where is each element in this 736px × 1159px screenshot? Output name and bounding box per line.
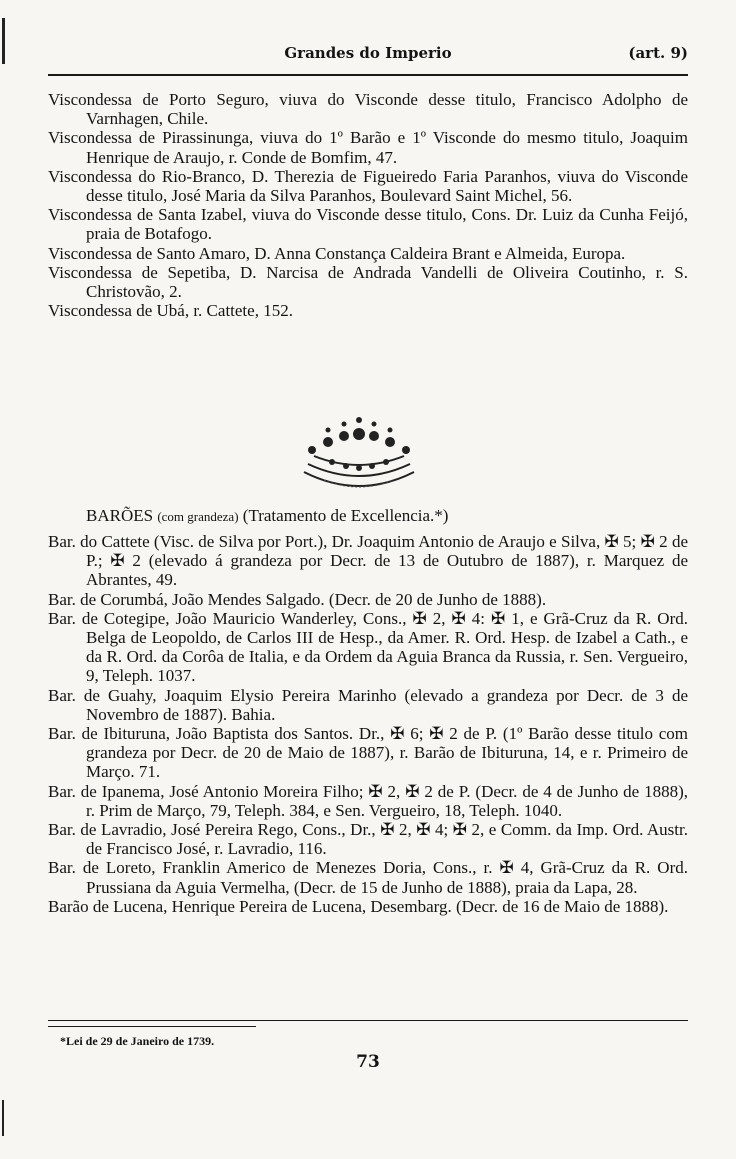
section-heading xyxy=(86,506,448,526)
list-item: Bar. de Loreto, Franklin Americo de Menezes Doria, Cons., r. ✠ 4, Grã-Cruz da R. Ord. Prussiana da Aguia Vermelha, (Decr. de 15 de Junho de 1888), praia da Lapa, 28. xyxy=(48,858,688,897)
list-item: Viscondessa de Ubá, r. Cattete, 152. xyxy=(48,301,293,321)
list-item: Bar. do Cattete (Visc. de Silva por Port.), Dr. Joaquim Antonio de Araujo e Silva, ✠ 5; ✠ 2 de P.; ✠ 2 (elevado á grandeza por Decr. de 13 de Outubro de 1887), r. Marquez de Abrantes, 49. xyxy=(48,532,688,590)
list-item: Bar. de Ibituruna, João Baptista dos Santos. Dr., ✠ 6; ✠ 2 de P. (1º Barão desse titulo com grandeza por Decr. de 20 de Maio de 1887), r. Barão de Ibituruna, 14, e r. Primeiro de Março. 71. xyxy=(48,724,688,782)
viscondessas-list xyxy=(48,90,688,320)
list-item: Viscondessa de Porto Seguro, viuva do Visconde desse titulo, Francisco Adolpho de Varnhagen, Chile. xyxy=(48,90,688,129)
list-item: Bar. de Corumbá, João Mendes Salgado. (Decr. de 20 de Junho de 1888). xyxy=(48,589,547,609)
list-item: Bar. de Ipanema, José Antonio Moreira Filho; ✠ 2, ✠ 2 de P. (Decr. de 4 de Junho de 1888), r. Prim de Março, 79, Teleph. 384, e Sen. Vergueiro, 18, Teleph. 1040. xyxy=(48,781,688,820)
header-rule xyxy=(48,74,688,76)
running-header xyxy=(48,40,688,66)
page-number: 73 xyxy=(356,1052,380,1072)
list-item: Viscondessa de Sepetiba, D. Narcisa de Andrada Vandelli de Oliveira Coutinho, r. S. Christovão, 2. xyxy=(48,262,688,302)
section-treatment: (Tratamento de Excellencia.*) xyxy=(242,506,449,525)
running-title: Grandes do Imperio xyxy=(284,44,452,62)
crown-ornament xyxy=(284,410,434,500)
list-item: Barão de Lucena, Henrique Pereira de Lucena, Desembarg. (Decr. de 16 de Maio de 1888). xyxy=(48,896,669,916)
list-item: Viscondessa de Pirassinunga, viuva do 1º Barão e 1º Visconde do mesmo titulo, Joaquim Henrique de Araujo, r. Conde de Bomfim, 47. xyxy=(48,128,688,167)
section-qualifier: (com grandeza) xyxy=(157,509,239,524)
list-item: Viscondessa do Rio-Branco, D. Therezia de Figueiredo Faria Paranhos, viuva do Visconde desse titulo, José Maria da Silva Paranhos, Boulevard Saint Michel, 56. xyxy=(48,166,688,206)
footnote-rule-short xyxy=(48,1026,256,1027)
footnote: *Lei de 29 de Janeiro de 1739. xyxy=(60,1034,215,1048)
margin-binding-mark xyxy=(2,18,5,64)
margin-binding-mark xyxy=(2,1100,4,1136)
footnote-rule xyxy=(48,1020,688,1021)
baroes-list xyxy=(48,532,688,916)
list-item: Bar. de Lavradio, José Pereira Rego, Cons., Dr., ✠ 2, ✠ 4; ✠ 2, e Comm. da Imp. Ord. Austr. de Francisco José, r. Lavradio, 116. xyxy=(48,820,688,859)
list-item: Viscondessa de Santa Izabel, viuva do Visconde desse titulo, Cons. Dr. Luiz da Cunha Feijó, praia de Botafogo. xyxy=(48,205,688,244)
list-item: Viscondessa de Santo Amaro, D. Anna Constança Caldeira Brant e Almeida, Europa. xyxy=(48,243,626,263)
list-item: Bar. de Guahy, Joaquim Elysio Pereira Marinho (elevado a grandeza por Decr. de 3 de Novembro de 1887). Bahia. xyxy=(48,685,688,724)
section-title: BARÕES xyxy=(86,506,154,525)
running-article: (art. 9) xyxy=(628,44,688,62)
list-item: Bar. de Cotegipe, João Mauricio Wanderley, Cons., ✠ 2, ✠ 4: ✠ 1, e Grã-Cruz da R. Ord. Belga de Leopoldo, de Carlos III de Hesp., da Amer. R. Ord. Hesp. de Izabel a Cath., e da R. Ord. da Corôa de Italia, e da Ordem da Aguia Branca da Russia, r. Sen. Vergueiro, 9, Teleph. 1037. xyxy=(48,608,688,686)
